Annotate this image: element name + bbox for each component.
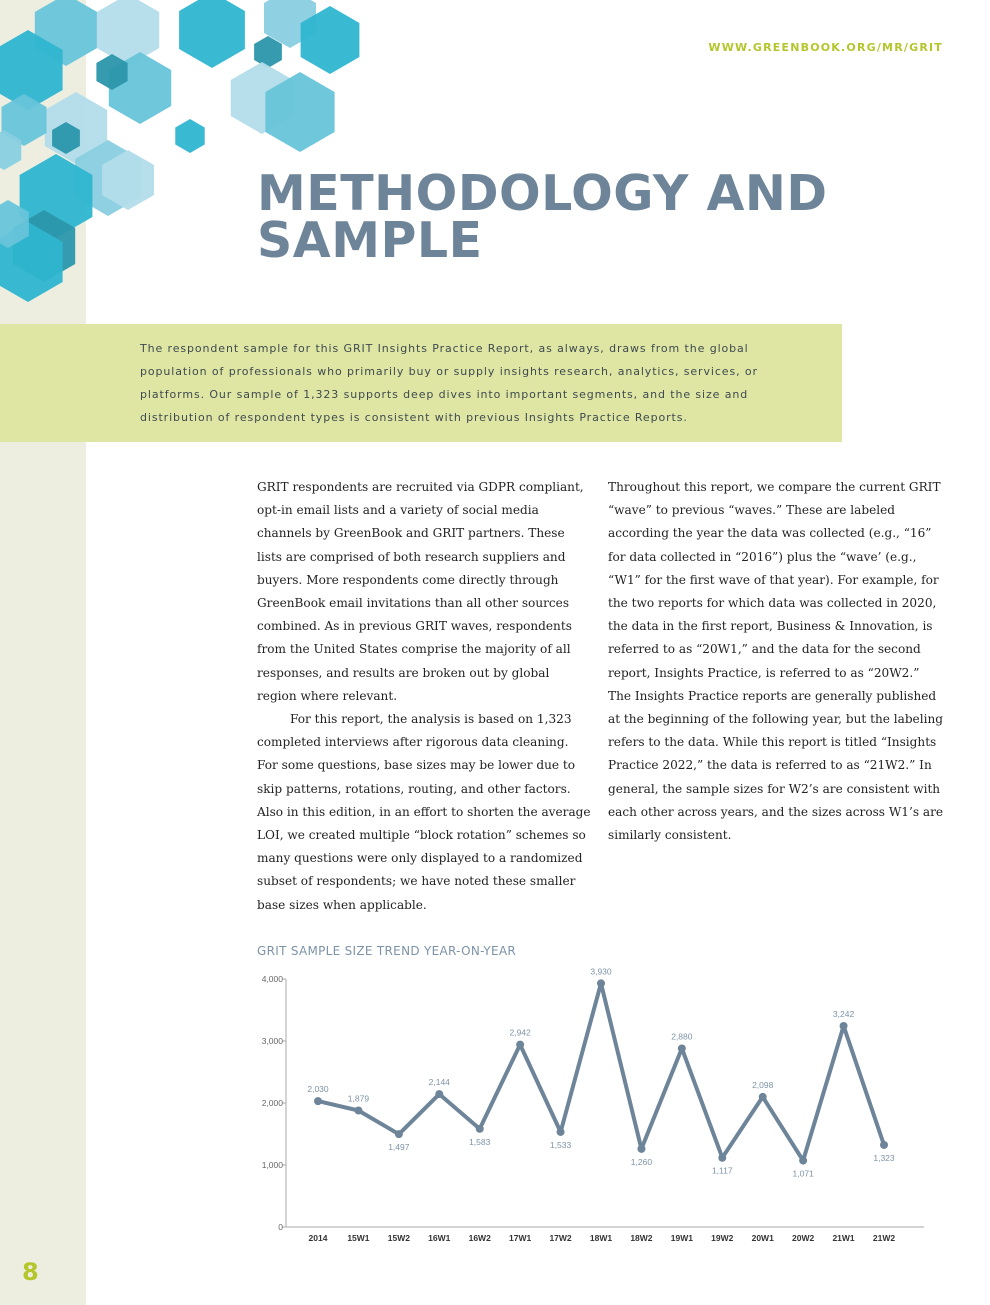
body-column-left — [257, 476, 591, 917]
data-point — [314, 1097, 322, 1105]
x-tick-label: 17W2 — [549, 1233, 572, 1243]
data-label: 2,098 — [752, 1079, 774, 1090]
data-point — [637, 1145, 645, 1153]
body-paragraph: For this report, the analysis is based on 1,323 completed interviews after rigorous data cleaning. For some questions, base sizes may be lower due to skip patterns, rotations, routing, and other factors. Also in this edition, in an effort to shorten the average LOI, we created multiple “block rotation” schemes so many questions were only displayed to a randomized subset of respondents; we have noted these smaller base sizes when applicable. — [257, 712, 591, 912]
x-tick-label: 15W1 — [347, 1233, 370, 1243]
chart-title: GRIT SAMPLE SIZE TREND YEAR-ON-YEAR — [257, 944, 517, 958]
data-label: 1,497 — [388, 1142, 410, 1153]
page-number: 8 — [22, 1258, 39, 1286]
data-point — [354, 1107, 362, 1115]
data-label: 1,260 — [630, 1156, 653, 1167]
data-point — [759, 1093, 767, 1101]
x-tick-label: 20W1 — [751, 1233, 774, 1243]
data-label: 2,030 — [307, 1084, 329, 1095]
site-url: WWW.GREENBOOK.ORG/MR/GRIT — [708, 41, 943, 54]
data-label: 1,071 — [792, 1168, 814, 1179]
hexagon-shape — [175, 119, 204, 153]
body-paragraph: GRIT respondents are recruited via GDPR compliant, opt-in email lists and a variety of social media channels by GreenBook and GRIT partners. These lists are comprised of both research suppliers and buyers. More respondents come directly through GreenBook email invitations than all other sources combined. As in previous GRIT waves, respondents from the United States comprise the majority of all responses, and results are broken out by global region where relevant. — [257, 480, 584, 703]
series-line — [318, 983, 884, 1160]
x-tick-label: 18W1 — [589, 1233, 613, 1243]
x-tick-label: 15W2 — [387, 1233, 410, 1243]
data-label: 1,879 — [347, 1093, 370, 1104]
data-point — [880, 1141, 888, 1149]
x-tick-label: 21W2 — [872, 1233, 896, 1243]
x-tick-label: 19W1 — [670, 1233, 693, 1243]
data-point — [597, 979, 605, 987]
data-point — [718, 1154, 726, 1162]
y-tick-label: 3,000 — [261, 1036, 283, 1046]
x-tick-label: 18W2 — [630, 1233, 653, 1243]
data-label: 2,942 — [509, 1027, 531, 1038]
x-tick-label: 2014 — [308, 1233, 328, 1243]
data-label: 1,323 — [873, 1152, 895, 1163]
data-point — [557, 1128, 565, 1136]
data-point — [476, 1125, 484, 1133]
body-paragraph: Throughout this report, we compare the current GRIT “wave” to previous “waves.” These are labeled according the year the data was collected (e.g., “16” for data collected in “2016”) plus the “wave’ (e.g., “W1” for the first wave of that year). For example, for the two reports for which data was collected in 2020, the data in the first report, Business & Innovation, is referred to as “20W1,” and the data for the second report, Insights Practice, is referred to as “20W2.” The Insights Practice reports are generally published at the beginning of the following year, but the labeling refers to the data. While this report is titled “Insights Practice 2022,” the data is referred to as “21W2.” In general, the sample sizes for W2’s are consistent with each other across years, and the sizes across W1’s are similarly consistent. — [608, 480, 944, 843]
data-point — [840, 1022, 848, 1030]
x-tick-label: 16W1 — [428, 1233, 451, 1243]
data-label: 3,930 — [590, 966, 612, 977]
x-tick-label: 20W2 — [792, 1233, 815, 1243]
data-point — [678, 1044, 686, 1052]
y-tick-label: 0 — [278, 1222, 283, 1232]
y-tick-label: 1,000 — [261, 1160, 283, 1170]
y-tick-label: 4,000 — [261, 974, 283, 984]
data-label: 1,117 — [711, 1165, 733, 1176]
body-column-right — [608, 476, 944, 847]
x-tick-label: 21W1 — [832, 1233, 855, 1243]
data-point — [516, 1041, 524, 1049]
data-point — [435, 1090, 443, 1098]
x-tick-label: 17W1 — [509, 1233, 532, 1243]
data-label: 2,880 — [671, 1031, 693, 1042]
page-title: METHODOLOGY AND SAMPLE — [257, 165, 828, 269]
data-point — [799, 1157, 807, 1165]
hexagon-shape — [179, 0, 245, 68]
data-label: 2,144 — [428, 1077, 450, 1088]
data-label: 3,242 — [832, 1008, 855, 1019]
data-label: 1,533 — [549, 1139, 572, 1150]
x-tick-label: 19W2 — [711, 1233, 734, 1243]
intro-paragraph: The respondent sample for this GRIT Insights Practice Report, as always, draws from the global population of professionals who primarily buy or supply insights research, analytics, services, or platforms. Our sample of 1,323 supports deep dives into important segments, and the size and distribution of respondent types is consistent with previous Insights Practice Reports. — [140, 342, 758, 424]
data-point — [395, 1130, 403, 1138]
data-label: 1,583 — [469, 1136, 491, 1147]
x-tick-label: 16W2 — [468, 1233, 491, 1243]
hexagon-shape — [97, 0, 159, 66]
y-tick-label: 2,000 — [261, 1098, 283, 1108]
sample-size-line-chart — [240, 965, 940, 1255]
